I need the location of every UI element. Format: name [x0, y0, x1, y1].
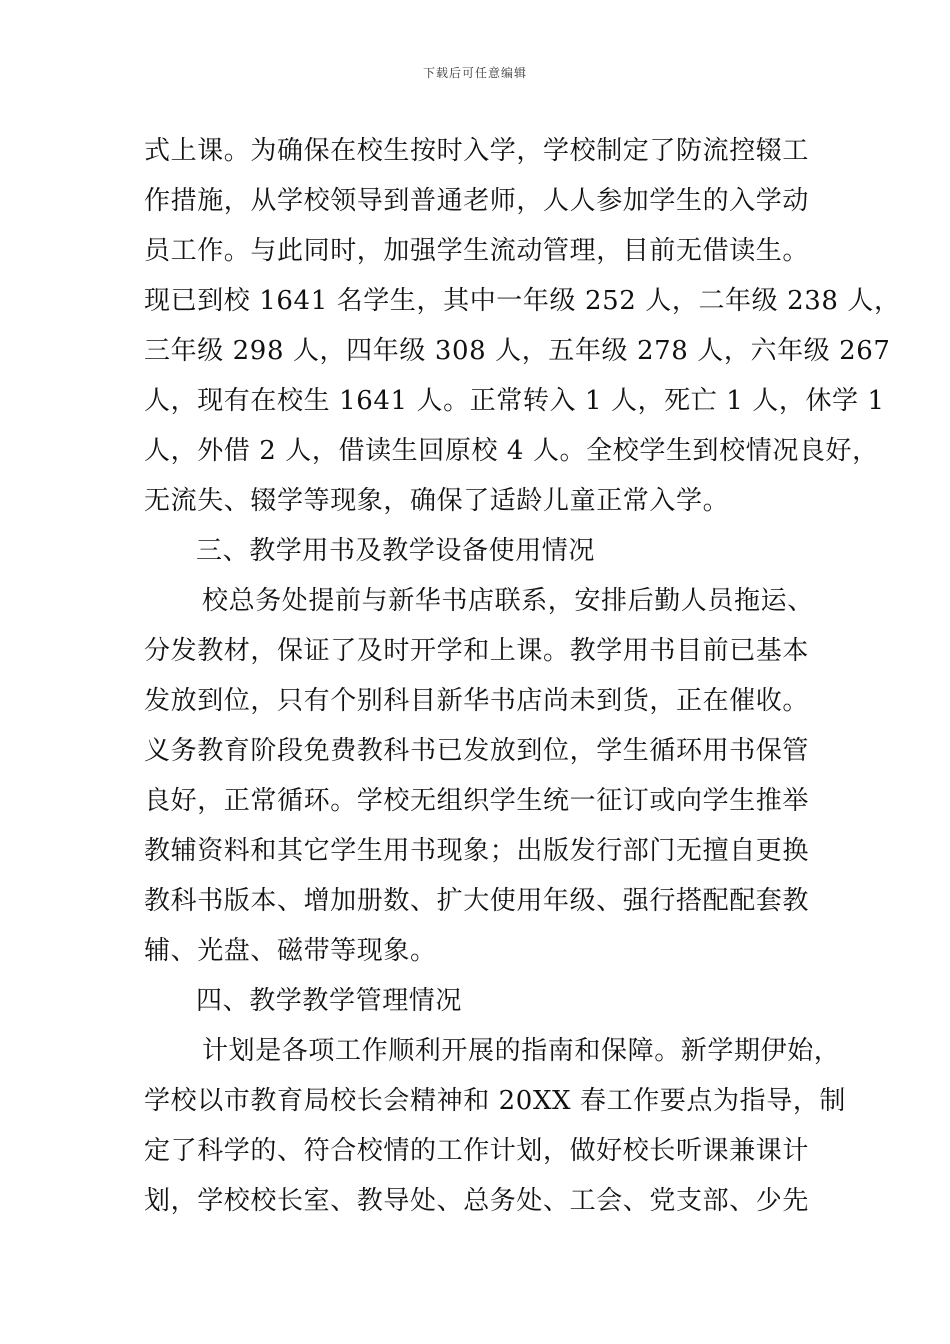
text-line: 员工作。与此同时，加强学生流动管理，目前无借读生。: [144, 236, 810, 266]
text-line: 校总务处提前与新华书店联系，安排后勤人员拖运、: [202, 586, 814, 616]
text-line: 计划是各项工作顺利开展的指南和保障。新学期伊始，: [202, 1036, 841, 1066]
page-header: 下载后可任意编辑: [422, 66, 527, 80]
text-line: 辅、光盘、磁带等现象。: [144, 936, 437, 966]
text-line: 人，外借 2 人，借读生回原校 4 人。全校学生到校情况良好，: [144, 436, 879, 466]
text-line: 发放到位，只有个别科目新华书店尚未到货，正在催收。: [144, 686, 810, 716]
text-line: 教科书版本、增加册数、扩大使用年级、强行搭配配套教: [144, 886, 810, 916]
document-body: [144, 126, 901, 1226]
text-line: 良好，正常循环。学校无组织学生统一征订或向学生推举: [144, 786, 810, 816]
text-line: 义务教育阶段免费教科书已发放到位，学生循环用书保管: [144, 736, 810, 766]
text-line: 学校以市教育局校长会精神和 20XX 春工作要点为指导，制: [144, 1086, 847, 1116]
text-line: 现已到校 1641 名学生，其中一年级 252 人，二年级 238 人，: [144, 286, 901, 316]
text-line: 定了科学的、符合校情的工作计划，做好校长听课兼课计: [144, 1136, 810, 1166]
text-line: 无流失、辍学等现象，确保了适龄儿童正常入学。: [144, 486, 730, 516]
text-line: 划，学校校长室、教导处、总务处、工会、党支部、少先: [144, 1186, 810, 1216]
text-line: 式上课。为确保在校生按时入学，学校制定了防流控辍工: [144, 136, 810, 166]
section-heading: 三、教学用书及教学设备使用情况: [196, 536, 596, 566]
text-line: 分发教材，保证了及时开学和上课。教学用书目前已基本: [144, 636, 810, 666]
text-line: 教辅资料和其它学生用书现象；出版发行部门无擅自更换: [144, 836, 810, 866]
text-line: 作措施，从学校领导到普通老师，人人参加学生的入学动: [144, 186, 810, 216]
section-heading: 四、教学教学管理情况: [196, 986, 463, 1016]
text-line: 人，现有在校生 1641 人。正常转入 1 人，死亡 1 人，休学 1: [144, 386, 885, 416]
text-line: 三年级 298 人，四年级 308 人，五年级 278 人，六年级 267: [144, 336, 891, 366]
